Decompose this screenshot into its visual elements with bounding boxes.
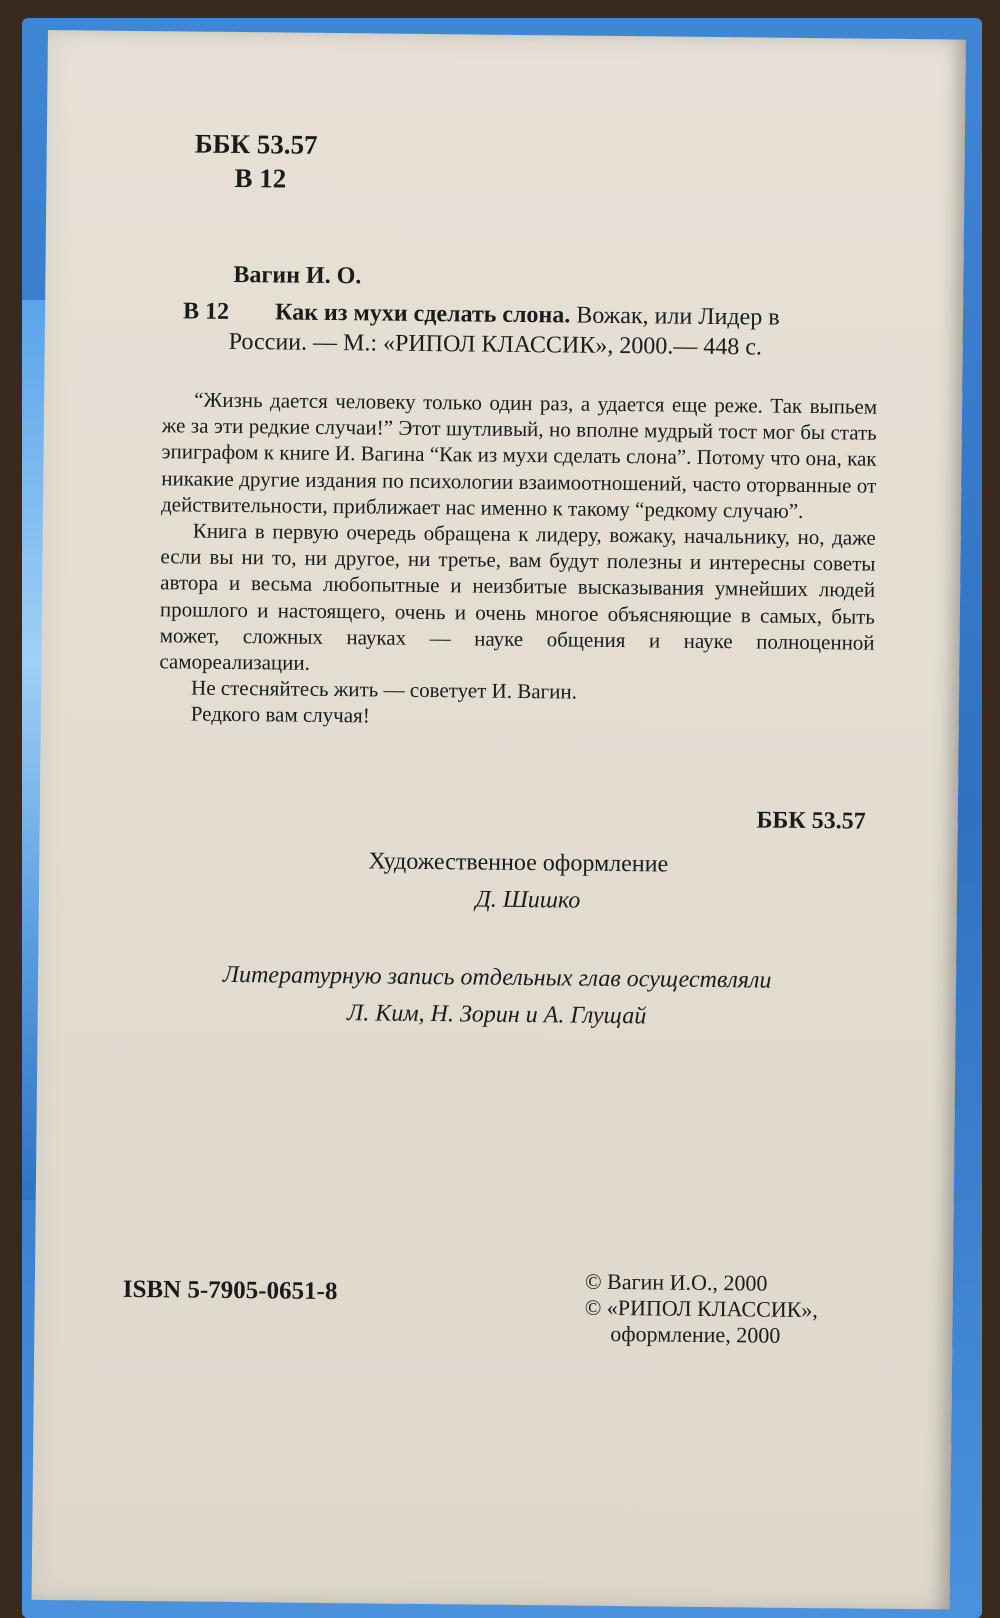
show-through: ​ [195,172,197,251]
bbk-code: ББК 53.57 [194,128,318,160]
book-page [32,30,966,1610]
entry-code: В 12 [182,298,230,325]
publication-info: России. — М.: «РИПОЛ КЛАССИК», 2000.— 448 с. [228,328,763,361]
copyright-line: © «РИПОЛ КЛАССИК», [584,1294,819,1323]
bbk-header [194,127,317,196]
author-mark: В 12 [234,162,287,194]
annotation-paragraph: “Жизнь дается человеку только один раз, а удается еще реже. Так выпьем же за эти редкие случаи!” Этот шутливый, но вполне мудрый тост мог бы стать эпиграфом к книге И. Вагина “Как из мухи сделать слона”. Потому что она, как никакие другие издания по психологии взаимоотношений, часто оторванные от действительности, приближает нас именно к такому “редкому случаю”. [160,387,878,523]
annotation-paragraph: Книга в первую очередь обращена к лидеру, вожаку, начальнику, но, даже если вы ни то, ни другое, ни третье, вам будут полезны и интересны советы автора и весьма любопытные и неизбитые высказывания умнейших людей прошлого и настоящего, очень и очень многое объясняющие в самых, быть может, сложных науках — науке общения и науке полноценной самореализации. [159,518,876,675]
copyright-line: © Вагин И.О., 2000 [584,1268,768,1296]
literary-names: Л. Ким, Н. Зорин и А. Глущай [346,1000,647,1030]
art-design-name: Д. Шишко [475,886,581,914]
annotation [159,386,878,734]
art-design-label: Художественное оформление [368,848,669,878]
literary-label: Литературную запись отдельных глав осуществляли [222,961,772,994]
author-name: Вагин И. О. [233,261,362,290]
book-title: Как из мухи сделать слона. [274,299,571,329]
copyright-line: оформление, 2000 [610,1320,781,1348]
bbk-code-bottom: ББК 53.57 [756,807,866,835]
book-subtitle: Вожак, или Лидер в [570,302,780,331]
isbn: ISBN 5-7905-0651-8 [122,1275,338,1306]
copyright-block [584,1269,818,1349]
catalog-entry [183,296,884,363]
annotation-paragraph: Не стесняйтесь жить — советует И. Вагин. [190,675,578,704]
annotation-paragraph: Редкого вам случая! [190,701,370,728]
